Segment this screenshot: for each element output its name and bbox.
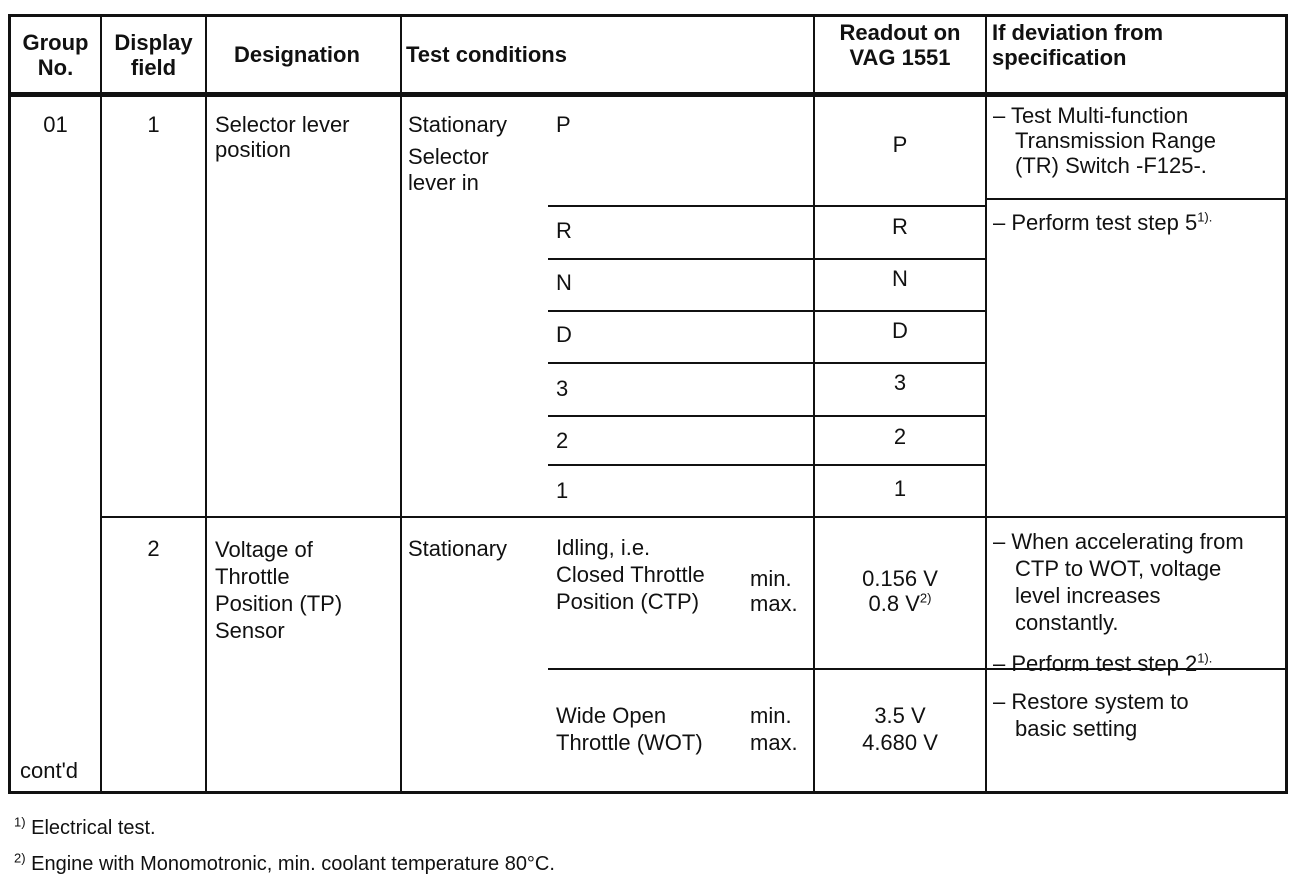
- idle-label-line1: Idling, i.e.: [556, 535, 651, 560]
- wot-limits: [750, 702, 798, 756]
- field2-deviation-idle-line4: constantly.: [1015, 610, 1119, 635]
- wot-label-line2: Throttle (WOT): [556, 730, 703, 755]
- field1-deviation-r-footnote: 1).: [1197, 209, 1213, 225]
- rule-d: [548, 310, 985, 312]
- footnote-1: [14, 816, 156, 841]
- rule-r: [548, 205, 985, 207]
- footnote-2-mark: 2): [14, 850, 26, 866]
- header-display: [102, 30, 205, 80]
- header-group: [11, 30, 100, 80]
- header-designation: Designation: [234, 42, 360, 67]
- readout-p: P: [892, 132, 908, 157]
- field2-deviation-wot-line2: basic setting: [1015, 716, 1138, 741]
- header-readout-line1: Readout on: [839, 20, 961, 45]
- field2-deviation-step2-footnote: 1).: [1197, 650, 1213, 666]
- field2-deviation-idle-line2: CTP to WOT, voltage: [1015, 556, 1222, 581]
- field2-designation: [215, 536, 342, 644]
- idle-max-row: [815, 591, 985, 616]
- idle-label-line3: Position (CTP): [556, 589, 700, 614]
- idle-min-value: 0.156 V: [862, 566, 938, 591]
- wot-readout: [815, 702, 985, 756]
- wot-min-value: 3.5 V: [874, 703, 926, 728]
- readout-d: D: [892, 318, 908, 343]
- contd-label: cont'd: [20, 758, 79, 783]
- field2-deviation-idle-line3: level increases: [1015, 583, 1161, 608]
- footnote-2: [14, 852, 555, 877]
- field1-condition-line2: Selector: [408, 144, 489, 169]
- position-1: 1: [556, 478, 569, 503]
- header-group-line2: No.: [37, 55, 74, 80]
- idle-max-footnote: 2): [919, 590, 932, 606]
- header-rule: [8, 92, 1288, 97]
- group-number: 01: [43, 112, 68, 137]
- idle-min-label: min.: [750, 566, 792, 591]
- field1-designation: [215, 112, 350, 162]
- position-3: 3: [556, 376, 569, 401]
- position-d: D: [556, 322, 572, 347]
- readout-r: R: [892, 214, 908, 239]
- field1-deviation-r: [993, 210, 1212, 235]
- idle-limits: [750, 566, 798, 616]
- field1-condition-line1: Stationary: [408, 112, 508, 137]
- field1-deviation-p-line1: – Test Multi-function: [993, 103, 1189, 128]
- field2-deviation-step2-text: – Perform test step 2: [993, 651, 1198, 676]
- field2-designation-line2: Throttle: [215, 564, 290, 589]
- position-r: R: [556, 218, 572, 243]
- field2-designation-line3: Position (TP): [215, 591, 343, 616]
- field1-deviation-p-line3: (TR) Switch -F125-.: [1015, 153, 1207, 178]
- rule-3: [548, 362, 985, 364]
- field1-condition: [408, 112, 507, 196]
- header-test-conditions: Test conditions: [406, 42, 567, 67]
- rule-1: [548, 464, 985, 466]
- rule-n: [548, 258, 985, 260]
- footnote-2-text: Engine with Monomotronic, min. coolant temperature 80°C.: [31, 853, 555, 875]
- field1-deviation-p: [993, 103, 1216, 178]
- header-readout-line2: VAG 1551: [849, 45, 951, 70]
- idle-label: [556, 534, 705, 615]
- field2-designation-line4: Sensor: [215, 618, 285, 643]
- header-readout: [815, 20, 985, 70]
- rule-field2: [100, 516, 1288, 518]
- wot-label: [556, 702, 703, 756]
- field2-deviation-idle-line1: – When accelerating from: [993, 529, 1244, 554]
- header-deviation-line1: If deviation from: [992, 20, 1164, 45]
- display-field-1: 1: [147, 112, 160, 137]
- position-2: 2: [556, 428, 569, 453]
- col-rule-deviation: [985, 14, 987, 794]
- field1-designation-line1: Selector lever: [215, 112, 350, 137]
- display-field-2: 2: [147, 536, 160, 561]
- header-deviation-line2: specification: [992, 45, 1127, 70]
- position-n: N: [556, 270, 572, 295]
- wot-min-label: min.: [750, 703, 792, 728]
- field1-designation-line2: position: [215, 137, 291, 162]
- idle-label-line2: Closed Throttle: [556, 562, 705, 587]
- footnote-1-text: Electrical test.: [31, 817, 156, 839]
- field2-deviation-step2: [993, 651, 1212, 676]
- field1-condition-line3: lever in: [408, 170, 479, 195]
- wot-max-value: 4.680 V: [862, 730, 938, 755]
- field2-deviation-wot-line1: – Restore system to: [993, 689, 1189, 714]
- footnote-1-mark: 1): [14, 814, 26, 830]
- readout-3: 3: [893, 370, 907, 395]
- header-display-line1: Display: [114, 30, 193, 55]
- header-display-line2: field: [130, 55, 177, 80]
- rule-field1-deviation-p: [985, 198, 1288, 200]
- header-group-line1: Group: [22, 30, 89, 55]
- col-rule-designation: [205, 14, 207, 794]
- field1-deviation-p-line2: Transmission Range: [1015, 128, 1216, 153]
- field2-designation-line1: Voltage of: [215, 537, 313, 562]
- col-rule-readout: [813, 14, 815, 794]
- idle-max-label: max.: [750, 591, 798, 616]
- col-rule-conditions: [400, 14, 402, 794]
- idle-readout: [815, 566, 985, 616]
- field2-deviation-idle: [993, 528, 1244, 636]
- field2-condition: Stationary: [408, 536, 508, 561]
- wot-max-label: max.: [750, 730, 798, 755]
- readout-1: 1: [893, 476, 907, 501]
- position-p: P: [556, 112, 571, 137]
- header-deviation: [992, 20, 1163, 70]
- wot-label-line1: Wide Open: [556, 703, 667, 728]
- field2-deviation-wot: [993, 688, 1189, 742]
- idle-max-value: 0.8 V: [868, 591, 920, 616]
- readout-n: N: [892, 266, 908, 291]
- rule-2: [548, 415, 985, 417]
- field1-deviation-r-text: – Perform test step 5: [993, 210, 1198, 235]
- readout-2: 2: [893, 424, 907, 449]
